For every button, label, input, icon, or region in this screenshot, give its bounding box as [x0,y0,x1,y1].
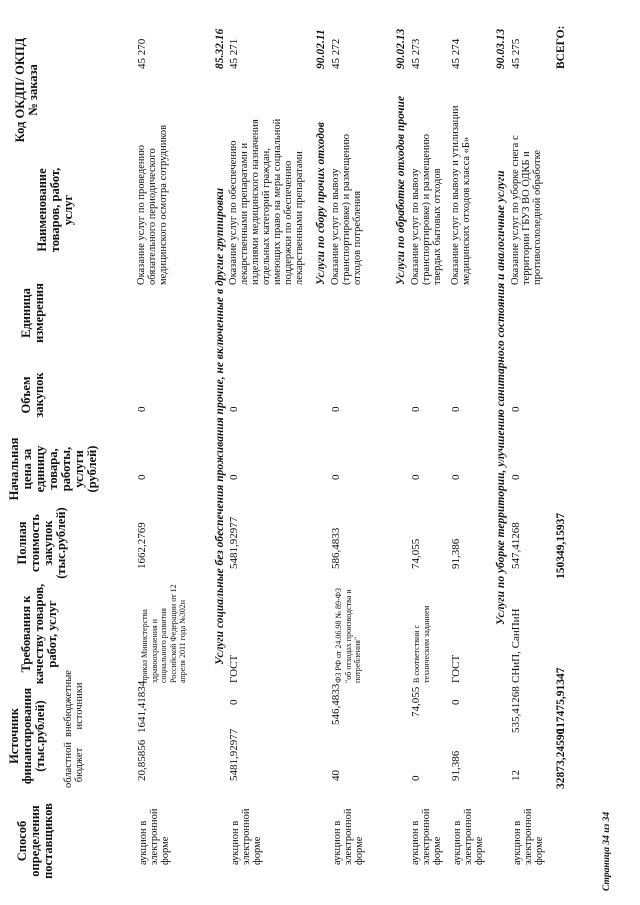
row-requirements: В соответствии с техническим заданием [412,605,431,683]
row-extra: 0 [450,699,462,705]
page-number: Страница 34 из 34 [602,811,612,891]
totals-total: 150349,15937 [555,512,567,579]
group-title: Услуги по уборке территории, улучшению санитарного состояния и аналогичные услуги [495,170,507,625]
row-regional: 40 [330,770,342,781]
row-method: аукцион в электронной форме [410,808,443,865]
row-name: Оказание услуг по вывозу (транспортировке) и размещению твердых бытовых отходов [410,134,443,285]
row-requirements: приказ Министерства здравоохранения и социального развития Российской Федерации от 12 апреля 2011 года №302н [140,584,187,683]
group-code: 90.02.13 [395,28,407,69]
row-regional: 5481,92977 [228,728,240,781]
row-total: 586,4833 [330,527,342,569]
row-method: аукцион в электронной форме [332,808,365,865]
row-extra: 74,055 [410,686,422,717]
header-code: Код ОКДП/ ОКПД № заказа [13,37,40,143]
row-requirements: СНиП, СанПиН [510,608,522,683]
header-unit: Единица измерения [19,283,46,343]
header-method: Способ определения поставщиков [15,803,55,879]
row-method: аукцион в электронной форме [512,808,545,865]
row-regional: 12 [510,770,522,781]
group-code: 85.32.16 [214,28,226,69]
group-code: 90.03.13 [495,28,507,69]
row-name: Оказание услуг по вывозу и утилизации медицинских отходов класса «Б» [450,105,472,285]
group-title: Услуги по обработке отходов прочие [395,95,407,285]
row-extra: 0 [228,699,240,705]
row-name: Оказание услуг по проведению обязательного периодического медицинского осмотра сотрудников [136,124,169,285]
row-total: 1662,2769 [136,522,148,569]
row-volume: 0 [330,406,342,412]
header-name: Наименование товаров, работ, услуг [35,167,75,253]
row-name: Оказание услуг по вывозу (транспортировке) и размещению отходов потребления [330,134,363,285]
row-requirements: ГОСТ [228,654,240,683]
row-code: 45 273 [410,38,422,69]
row-regional: 91,386 [450,750,462,781]
row-regional: 20,85856 [136,739,148,781]
row-method: аукцион в электронной форме [138,808,171,865]
row-price: 0 [450,474,462,480]
row-total: 5481,92977 [228,516,240,569]
row-total: 547,41268 [510,522,522,569]
totals-regional: 32873,24590 [555,728,567,789]
row-name: Оказание услуг по уборке снега с территории ГБУЗ ВО ОДКБ и противогололедной обработке [510,135,543,285]
row-requirements: ГОСТ [450,654,462,683]
row-method: аукцион в электронной форме [452,808,485,865]
row-code: 45 270 [136,38,148,69]
totals-extra: 117475,91347 [555,667,567,733]
row-code: 45 274 [450,38,462,69]
row-requirements: ФЗ РФ от 24.06.98 № 89-ФЗ "об отходах производства и потребления" [334,588,362,683]
header-source-regional: областной бюджет [63,742,85,788]
totals-label: ВСЕГО: [555,25,567,69]
row-volume: 0 [410,406,422,412]
row-regional: 0 [410,775,422,781]
row-volume: 0 [136,406,148,412]
row-volume: 0 [510,406,522,412]
row-method: аукцион в электронной форме [230,808,263,865]
group-title: Услуги социальные без обеспечения проживания прочие, не включенные в другие группировки [214,187,226,665]
group-code: 90.02.11 [315,29,327,69]
row-price: 0 [136,474,148,480]
row-total: 91,386 [450,538,462,569]
row-price: 0 [228,474,240,480]
header-source: Источник финансирования (тыс.рублей) [7,687,47,785]
header-source-extra: внебюджетные источники [63,670,85,737]
row-code: 45 271 [228,38,240,69]
row-volume: 0 [228,406,240,412]
row-extra: 535,41268 [510,686,522,733]
header-price: Начальная цена за единицу товара, работы, услуги (рублей) [7,437,99,501]
header-requirements: Требования к качеству товаров, работ, услуг [19,583,59,685]
row-code: 45 272 [330,38,342,69]
row-name: Оказание услуг по обеспечению лекарственными препаратами и изделиями медицинского назначения отдельных категорий граждан, имеющих право на меры социальной поддержки по обеспечению лекарственными препаратами [228,118,305,285]
group-title: Услуги по сбору прочих отходов [315,122,327,285]
row-price: 0 [410,474,422,480]
row-code: 45 275 [510,38,522,69]
header-volume: Объем закупок [19,372,46,418]
header-total: Полная стоимость закупок (тыс.рублей) [15,507,68,579]
row-price: 0 [510,474,522,480]
row-price: 0 [330,474,342,480]
row-extra: 1641,41834 [136,680,148,733]
row-total: 74,055 [410,538,422,569]
row-extra: 546,4833 [330,683,342,725]
row-volume: 0 [450,406,462,412]
